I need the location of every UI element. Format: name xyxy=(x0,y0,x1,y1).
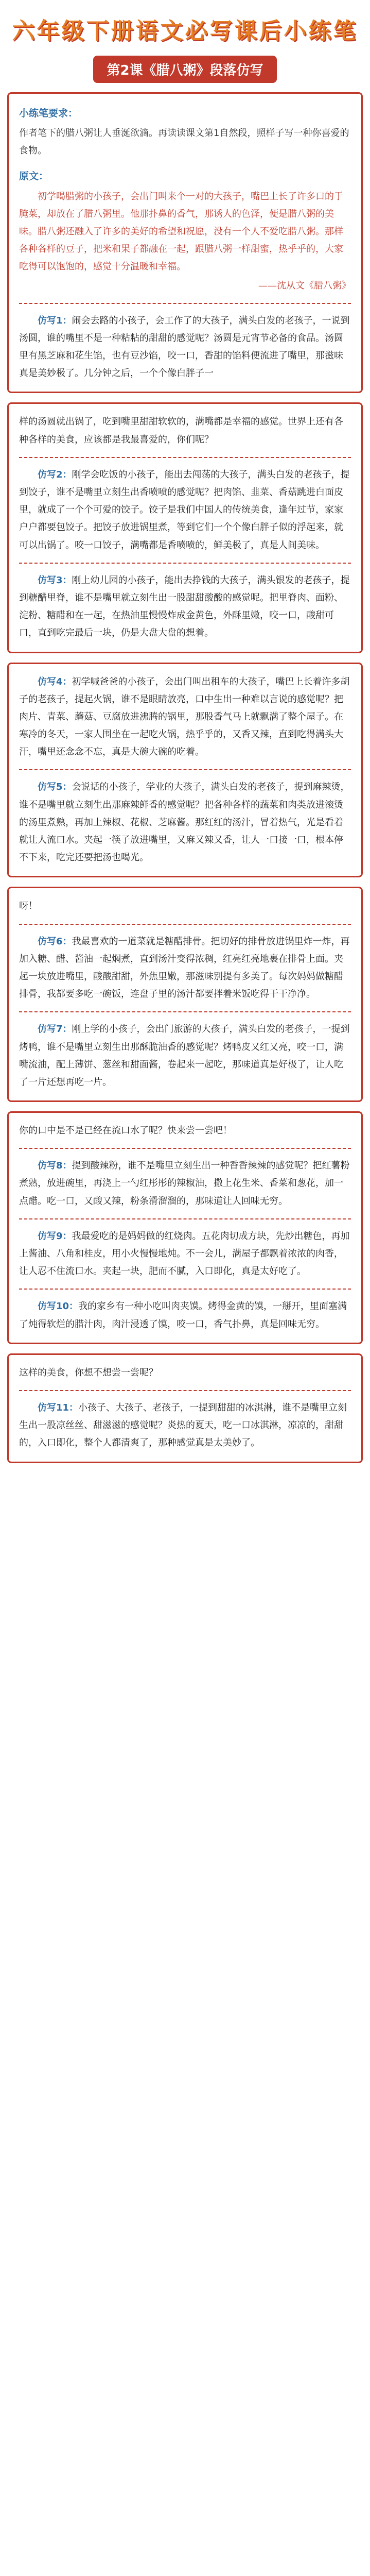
essay-text: 会说话的小孩子，学业的大孩子，满头白发的老孩子，提到麻辣烫，谁不是嘴里就立刻生出那麻辣鲜香的感觉呢？把各种各样的蔬菜和肉类放进滚烫的汤里煮熟，再加上辣椒、花椒、芝麻酱。那红红的汤汁，冒着热气，光是看着就让人流口水。夹起一筷子放进嘴里，又麻又辣又香，让人一口接一口，根本停不下来，吃完还要把汤也喝光。 xyxy=(19,782,350,863)
divider xyxy=(19,1289,351,1290)
essay-paragraph xyxy=(19,1228,351,1281)
original-source: ——沈从文《腊八粥》 xyxy=(258,280,351,291)
card-4 xyxy=(7,887,363,1102)
divider xyxy=(19,1218,351,1219)
original-title: 原文： xyxy=(19,171,49,182)
essay-paragraph xyxy=(19,1157,351,1210)
essay-text: 刚上幼儿园的小孩子，能出去挣钱的大孩子，满头银发的老孩子，提到糖醋里脊，谁不是嘴里就立刻生出一股甜甜酸酸的感觉呢。把里脊肉、面粉、淀粉、糖醋和在一起，在热油里慢慢炸成金黄色，外酥里嫩，咬一口，酸甜可口，直到吃完最后一块，仍是大盘大盘的想着。 xyxy=(19,574,350,639)
essay-paragraph xyxy=(19,933,351,1004)
essay-label: 仿写4： xyxy=(38,676,72,687)
tip-text: 作者笔下的腊八粥让人垂涎欲滴。再读读课文第1自然段，照样子写一种你喜爱的食物。 xyxy=(19,128,349,157)
card-5 xyxy=(7,1111,363,1344)
essay-label: 仿写7： xyxy=(38,1024,72,1035)
essay-label: 仿写10： xyxy=(38,1301,79,1312)
essay-label: 仿写5： xyxy=(38,782,72,793)
continuation-text: 样的汤圆就出锅了，吃到嘴里甜甜软软的，满嘴都是幸福的感觉。世界上还有各种各样的美食，应该都是我最喜爱的，你们呢？ xyxy=(19,416,343,445)
divider xyxy=(19,769,351,770)
card-2 xyxy=(7,402,363,653)
tip-title: 小练笔要求： xyxy=(19,108,78,119)
essay-text: 刚学会吃饭的小孩子，能出去闯荡的大孩子，满头白发的老孩子，提到饺子，谁不是嘴里立刻生出香喷喷的感觉呢？把肉馅、韭菜、香菇跳进白面皮里，就成了一个个可爱的饺子。饺子是我们中国人的传统美食，逢年过节，家家户户都要包饺子。把饺子放进锅里煮，等到它们一个个像白胖子似的浮起来，就可以出锅了。咬一口饺子，满嘴都是香喷喷的，鲜美极了，真是人间美味。 xyxy=(19,469,350,551)
essay-paragraph xyxy=(19,778,351,867)
divider xyxy=(19,303,351,304)
continuation-text: 你的口中是不是已经在流口水了呢？快来尝一尝吧！ xyxy=(19,1125,232,1137)
continuation-text: 呀！ xyxy=(19,901,38,912)
card-3 xyxy=(7,663,363,878)
essay-label: 仿写9： xyxy=(38,1230,72,1242)
divider xyxy=(19,1011,351,1012)
essay-label: 仿写11： xyxy=(38,1402,79,1413)
essay-text: 我最喜欢的一道菜就是糖醋排骨。把切好的排骨放进锅里炸一炸，再加入糖、醋、酱油一起焖煮，直到汤汁变得浓稠，红亮红亮地裹在排骨上面。夹起一块放进嘴里，酸酸甜甜，外焦里嫩，那滋味别提有多美了。每次妈妈做糖醋排骨，我都要多吃一碗饭，连盘子里的汤汁都要拌着米饭吃得干干净净。 xyxy=(19,936,350,1000)
divider xyxy=(19,563,351,564)
divider xyxy=(19,1390,351,1391)
essay-label: 仿写6： xyxy=(38,936,72,947)
essay-label: 仿写3： xyxy=(38,574,72,586)
essay-paragraph xyxy=(19,1021,351,1091)
divider xyxy=(19,1148,351,1149)
essay-label: 仿写2： xyxy=(38,469,72,480)
essay-text: 闹会去路的小孩子，会工作了的大孩子，满头白发的老孩子，一说到汤圆，谁的嘴里不是一种粘粘的甜甜的感觉呢？汤圆是元宵节必备的食品。汤圆里有黑芝麻和花生馅，也有豆沙馅，咬一口，香甜的馅料便流进了嘴里，那滋味真是美妙极了。几分钟之后，一个个像白胖子一 xyxy=(19,315,350,379)
essay-label: 仿写8： xyxy=(38,1160,72,1172)
page-title: 六年级下册语文必写课后小练笔 xyxy=(12,18,358,44)
essay-paragraph xyxy=(19,673,351,761)
essay-text: 小孩子、大孩子、老孩子，一提到甜甜的冰淇淋，谁不是嘴里立刻生出一股凉丝丝、甜滋滋的感觉呢？炎热的夏天，吃一口冰淇淋，凉凉的，甜甜的，入口即化，整个人都清爽了，那种感觉真是太美妙了。 xyxy=(19,1402,347,1449)
card-6 xyxy=(7,1353,363,1463)
essay-text: 我最爱吃的是妈妈做的红烧肉。五花肉切成方块，先炒出糖色，再加上酱油、八角和桂皮，用小火慢慢地炖。不一会儿，满屋子都飘着浓浓的肉香，让人忍不住流口水。夹起一块，肥而不腻，入口即化，真是太好吃了。 xyxy=(19,1230,350,1277)
divider xyxy=(19,924,351,925)
card-1 xyxy=(7,92,363,393)
continuation-text: 这样的美食，你想不想尝一尝呢？ xyxy=(19,1367,158,1378)
essay-paragraph xyxy=(19,466,351,554)
essay-paragraph xyxy=(19,1399,351,1452)
essay-paragraph xyxy=(19,572,351,642)
essay-text: 刚上学的小孩子，会出门旅游的大孩子，满头白发的老孩子，一提到烤鸭，谁不是嘴里立刻生出那酥脆油香的感觉呢？烤鸭皮又红又亮，咬一口，满嘴流油，配上薄饼、葱丝和甜面酱，卷起来一起吃，那味道真是好极了，让人吃了一片还想再吃一片。 xyxy=(19,1024,350,1088)
essay-label: 仿写1： xyxy=(38,315,72,326)
divider xyxy=(19,457,351,458)
essay-paragraph xyxy=(19,1298,351,1333)
essay-paragraph xyxy=(19,312,351,383)
essay-text: 初学喊爸爸的小孩子，会出门叫出租车的大孩子，嘴巴上长着许多胡子的老孩子，提起火锅，谁不是眼睛放亮，口中生出一种难以言说的感觉呢？把肉片、青菜、蘑菇、豆腐放进沸腾的锅里，那股香气马上就飘满了整个屋子。在寒冷的冬天，一家人围坐在一起吃火锅，热乎乎的，又香又辣，直到吃得满头大汗，嘴里还念念不忘，真是大碗大碗的吃着。 xyxy=(19,676,350,758)
essay-text: 提到酸辣粉，谁不是嘴里立刻生出一种香香辣辣的感觉呢？把红薯粉煮熟，放进碗里，再浇上一勺红彤彤的辣椒油，撒上花生米、香菜和葱花，加一点醋。吃一口，又酸又辣，粉条滑溜溜的，那味道让人回味无穷。 xyxy=(19,1160,350,1207)
original-text: 初学喝腊粥的小孩子，会出门叫来个一对的大孩子，嘴巴上长了许多口的于腌菜，却放在了腊八粥里。他那扑鼻的香气，那诱人的色泽，便是腊八粥的美味。腊八粥还融入了许多的美好的希望和祝愿，没有一个人不爱吃腊八粥。那样各种各样的豆子，把米和果子都融在一起，跟腊八粥一样甜蜜，热乎乎的，大家吃得可以饱饱的，感觉十分温暖和幸福。 xyxy=(19,191,343,273)
lesson-subtitle: 第2课《腊八粥》段落仿写 xyxy=(93,56,276,83)
essay-text: 我的家乡有一种小吃叫肉夹馍。烤得金黄的馍，一掰开，里面塞满了炖得软烂的腊汁肉，肉汁浸透了馍，咬一口，香气扑鼻，真是回味无穷。 xyxy=(19,1301,347,1330)
subtitle-wrap xyxy=(0,56,370,83)
